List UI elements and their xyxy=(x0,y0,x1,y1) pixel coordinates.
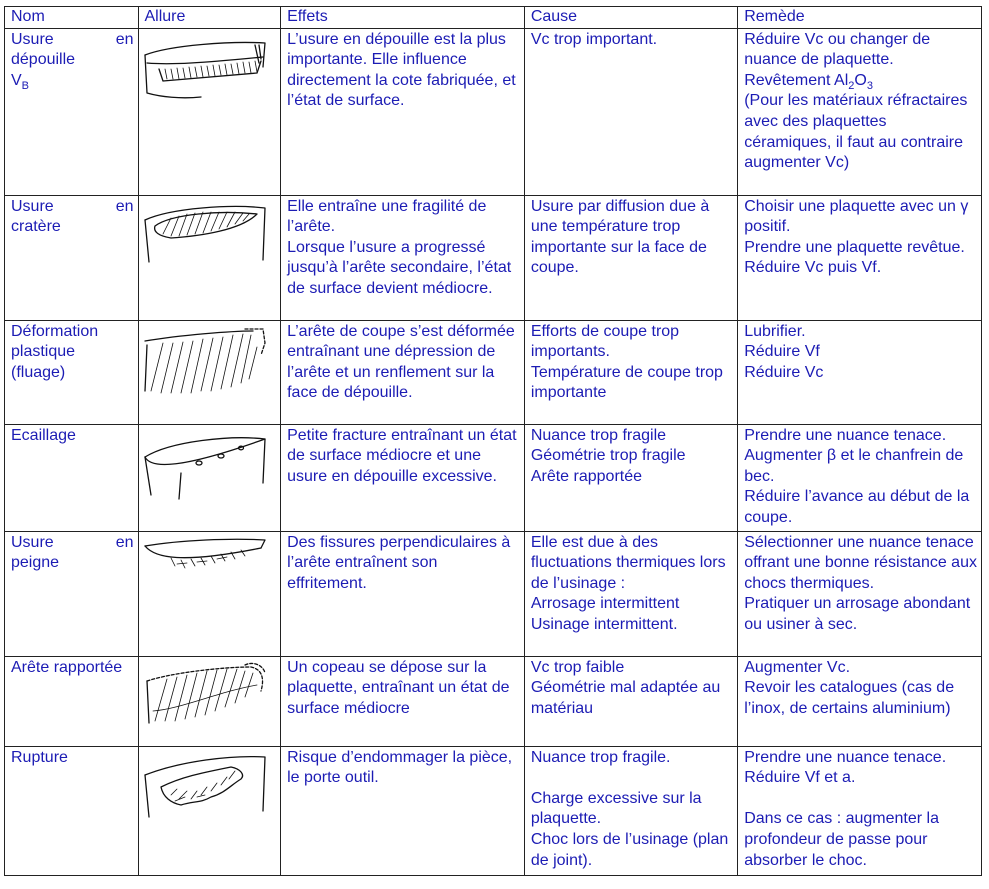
row-flank-wear xyxy=(5,28,982,195)
row-crater-wear xyxy=(5,195,982,320)
effets-cell: Un copeau se dépose sur la plaquette, entraînant un état de surface médiocre xyxy=(281,656,525,746)
effets-cell: Risque d’endommager la pièce, le porte outil. xyxy=(281,746,525,875)
cause-line: Nuance trop fragile xyxy=(530,426,667,444)
remede-line: Réduire Vc ou changer de nuance de plaquette. xyxy=(744,30,931,69)
nom-symbol: $V_B$ xyxy=(11,71,30,92)
cause-line: Géométrie mal adaptée au matériau xyxy=(530,679,721,717)
cause-line: Charge excessive sur la plaquette. xyxy=(530,789,702,828)
row-built-up-edge xyxy=(5,656,982,746)
effets-cell: Petite fracture entraînant un état de surface médiocre et une usure en dépouille excessive. xyxy=(281,424,525,531)
cause-line: Usure par diffusion due à une température trop importante sur la face de coupe. xyxy=(530,197,710,277)
remede-cell xyxy=(738,320,982,424)
effets-cell xyxy=(281,195,525,320)
built-up-edge-sketch xyxy=(141,661,269,735)
remede-line: Prendre une nuance tenace. xyxy=(744,748,947,766)
allure-cell xyxy=(138,28,281,195)
effets-cell: L’usure en dépouille est la plus importante. Elle influence directement la cote fabriquée, et l’état de surface. xyxy=(281,28,525,195)
remede-cell xyxy=(738,424,982,531)
nom-word: en xyxy=(115,197,134,215)
nom-word: Usure xyxy=(11,197,54,215)
effets-line: Elle entraîne une fragilité de l’arête. xyxy=(287,197,487,236)
cause-line: Arrosage intermittent xyxy=(530,595,680,613)
chipping-sketch xyxy=(141,429,269,503)
cause-line: Géométrie trop fragile xyxy=(530,447,686,465)
allure-cell xyxy=(138,195,281,320)
remede-cell xyxy=(738,656,982,746)
cause-cell xyxy=(524,28,737,195)
plastic-deformation-sketch xyxy=(141,325,269,399)
nom-cell: Rupture xyxy=(5,746,139,875)
nom-word: Usure xyxy=(11,30,54,48)
cause-line: Choc lors de l’usinage (plan de joint). xyxy=(530,830,729,869)
remede-cell xyxy=(738,28,982,195)
effets-cell: L’arête de coupe s’est déformée entraînant une dépression de l’arête et un renflement sur la face de dépouille. xyxy=(281,320,525,424)
remede-line: Choisir une plaquette avec un γ positif. xyxy=(744,197,969,236)
nom-cell xyxy=(5,531,139,656)
remede-line: Réduire Vf et a. xyxy=(744,769,856,787)
nom-word: cratère xyxy=(11,218,61,236)
remede-line: Prendre une nuance tenace. xyxy=(744,426,947,444)
remede-line: Réduire Vc xyxy=(744,363,824,381)
crater-wear-sketch xyxy=(141,200,269,274)
coating-line: Revêtement $Al_2O_3$ xyxy=(744,71,873,92)
allure-cell xyxy=(138,656,281,746)
cause-cell xyxy=(524,424,737,531)
nom-cell: Déformation plastique (fluage) xyxy=(5,320,139,424)
remede-line: Dans ce cas : augmenter la profondeur de passe pour absorber le choc. xyxy=(744,810,939,869)
row-plastic-deformation xyxy=(5,320,982,424)
nom-cell: Arête rapportée xyxy=(5,656,139,746)
cause-line: Efforts de coupe trop importants. xyxy=(530,322,680,361)
header-row xyxy=(5,7,982,29)
effets-cell: Des fissures perpendiculaires à l’arête entraînent son effritement. xyxy=(281,531,525,656)
effets-line: Lorsque l’usure a progressé jusqu’à l’arête secondaire, l’état de surface devient médiocre. xyxy=(287,238,512,297)
remede-line: Pratiquer un arrosage abondant ou usiner à sec. xyxy=(744,595,971,633)
cause-line: Usinage intermittent. xyxy=(530,615,678,633)
cause-line: Arête rapportée xyxy=(530,467,643,485)
remede-line: Prendre une plaquette revêtue. xyxy=(744,238,965,256)
nom-word: dépouille xyxy=(11,51,76,69)
cause-cell xyxy=(524,195,737,320)
cause-line: Vc trop important. xyxy=(530,30,658,48)
nom-word: en xyxy=(115,533,134,551)
row-chipping xyxy=(5,424,982,531)
flank-wear-sketch xyxy=(141,33,269,107)
remede-line: Lubrifier. xyxy=(744,322,806,340)
header-remede: Remède xyxy=(738,7,982,29)
cause-line: Nuance trop fragile. xyxy=(530,748,671,766)
allure-cell xyxy=(138,746,281,875)
row-comb-cracks xyxy=(5,531,982,656)
remede-line: Sélectionner une nuance tenace offrant une bonne résistance aux chocs thermiques. xyxy=(744,533,977,592)
nom-cell xyxy=(5,28,139,195)
remede-cell xyxy=(738,531,982,656)
header-nom: Nom xyxy=(5,7,139,29)
nom-cell: Ecaillage xyxy=(5,424,139,531)
header-effets: Effets xyxy=(281,7,525,29)
cause-cell xyxy=(524,746,737,875)
remede-line: Réduire Vf xyxy=(744,343,820,361)
remede-line: Augmenter β et le chanfrein de bec. xyxy=(744,447,964,485)
cause-cell xyxy=(524,531,737,656)
allure-cell xyxy=(138,320,281,424)
nom-word: Usure xyxy=(11,533,54,551)
fracture-sketch xyxy=(141,751,269,825)
allure-cell xyxy=(138,531,281,656)
cause-cell xyxy=(524,320,737,424)
cause-cell xyxy=(524,656,737,746)
remede-line: Augmenter Vc. xyxy=(744,658,851,676)
nom-word: en xyxy=(115,30,134,48)
remede-cell xyxy=(738,195,982,320)
tool-wear-table xyxy=(4,6,982,876)
header-allure: Allure xyxy=(138,7,281,29)
cause-line: Elle est due à des fluctuations thermiques lors de l’usinage : xyxy=(530,533,726,592)
remede-line: (Pour les matériaux réfractaires avec des plaquettes céramiques, il faut au contraire augmenter Vc) xyxy=(744,92,968,172)
nom-cell xyxy=(5,195,139,320)
header-cause: Cause xyxy=(524,7,737,29)
remede-line: Revoir les catalogues (cas de l’inox, de certains aluminium) xyxy=(744,679,955,717)
remede-line: Réduire Vc puis Vf. xyxy=(744,259,882,277)
remede-cell xyxy=(738,746,982,875)
cause-line: Température de coupe trop importante xyxy=(530,363,723,402)
nom-word: peigne xyxy=(11,554,60,572)
cause-line: Vc trop faible xyxy=(530,658,625,676)
spacer xyxy=(531,768,733,789)
comb-cracks-sketch xyxy=(141,536,269,610)
remede-line: Réduire l’avance au début de la coupe. xyxy=(744,488,970,526)
allure-cell xyxy=(138,424,281,531)
row-fracture xyxy=(5,746,982,875)
spacer xyxy=(744,789,977,810)
